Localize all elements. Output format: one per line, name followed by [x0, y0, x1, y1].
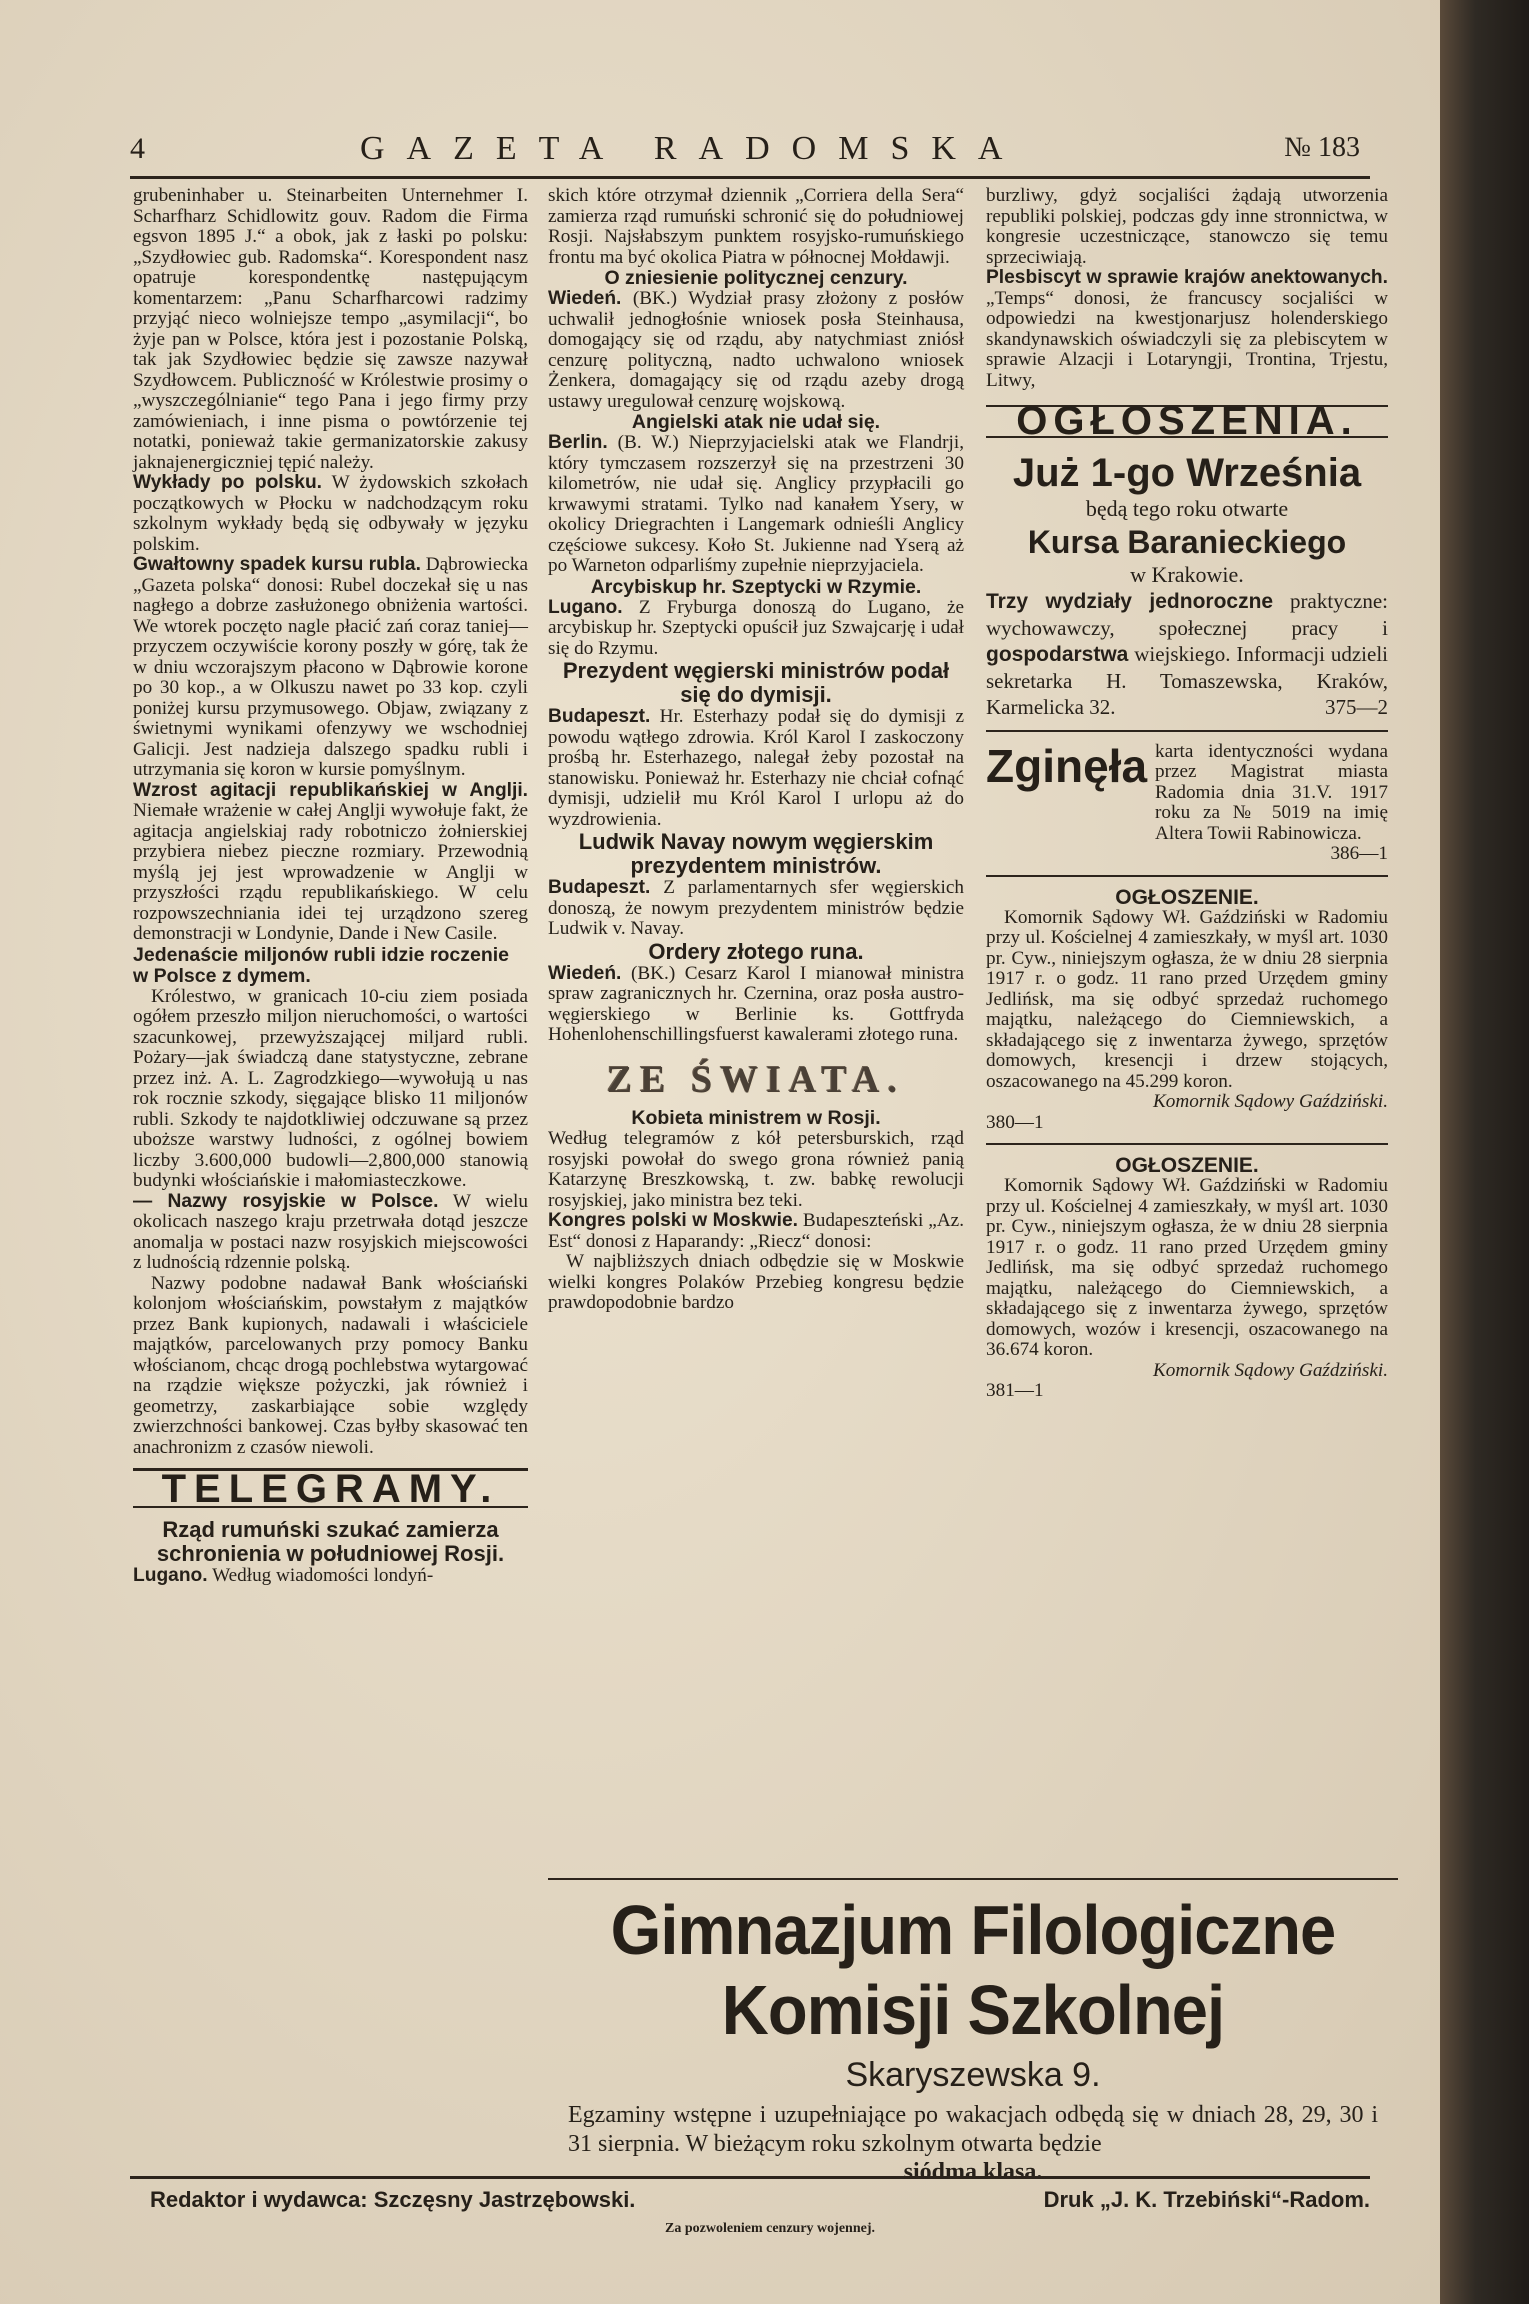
newspaper-title: GAZETA RADOMSKA	[360, 130, 1025, 167]
ad-address: Skaryszewska 9.	[845, 2056, 1101, 2094]
header-rule	[130, 176, 1370, 179]
article-text: Według wiadomości londyń-	[212, 1564, 434, 1586]
article-dateline: Lugano.	[548, 596, 623, 618]
article-dateline: Lugano.	[133, 1564, 208, 1586]
article-dateline: Wiedeń.	[548, 288, 622, 309]
ad-subheadline: Kursa Baranieckiego	[1027, 523, 1347, 560]
ad-headline: Już 1-go Września	[1012, 450, 1362, 495]
article-heading: O zniesienie politycznej cenzury.	[604, 267, 908, 289]
article-heading: Kobieta ministrem w Rosji.	[631, 1107, 881, 1129]
article-text: Królestwo, w granicach 10-ciu ziem posiada ogółem przeszło miljon nieruchomości, o wartości szacunkowej, przewyższającej miljard rubli. Pożary—jak świadczą dane statystyczne, zebrane przez inż. A. L. Zagrodzkiego—wywołują u nas rok rocznie szkody, sięgające blisko 11 miljonów rubli. Szkody te najdotkliwiej odczuwane są przez uboższe warstwy ludności, z ogólnej bowiem liczby 3.600,000 budowli—2,800,000 stanowią budynki włościańskie i małomiasteczkowe.	[133, 985, 528, 1191]
article-heading: Wzrost agitacji republikańskiej w Anglji.	[133, 779, 528, 801]
issue-number: № 183	[1284, 132, 1360, 163]
article-heading: Rząd rumuński szukać zamierza schronienia w południowej Rosji.	[156, 1516, 505, 1566]
ad-signature: Komornik Sądowy Gaździński.	[1152, 1091, 1388, 1112]
ad-code: 380—1	[986, 1111, 1044, 1133]
ad-text: Komornik Sądowy Wł. Gaździński w Radomiu przy ul. Kościelnej 4 zamieszkały, w myśl art. 1030 pr. Cyw., niniejszym ogłasza, że w dniu 28 sierpnia 1917 r. o godz. 11 rano przed Urzędem gminy Jedlińsk, ma się odbyć sprzedaż ruchomego majątku, należącego do Ciemniewskich, a składającego się z inwentarza żywego, sprzętów domowych, kresencji i drzew stojących, oszacowanego na 45.299 koron.	[986, 906, 1388, 1092]
article-heading: Wykłady po polsku.	[133, 472, 323, 493]
article-text: Z parlamentarnych sfer węgierskich donoszą, że nowym prezydentem ministrów będzie Ludwik v. Navay.	[548, 877, 965, 939]
editor-line: Redaktor i wydawca: Szczęsny Jastrzębowski.	[150, 2187, 636, 2212]
ad-text: w Krakowie.	[1130, 561, 1244, 587]
ad-text: Informacji udzieli sekretarka H. Tomaszewska, Kraków, Karmelicka 32.	[986, 641, 1388, 719]
column-1	[133, 186, 528, 1586]
ad-separator	[986, 1143, 1388, 1145]
article-heading: Jedenaście miljonów rubli idzie roczenie w Polsce z dymem.	[133, 943, 510, 987]
article-heading: Kongres polski w Moskwie.	[548, 1210, 798, 1231]
ad-code: 381—1	[986, 1380, 1044, 1401]
article-text: W wielu okolicach naszego kraju przetrwała dotąd jeszcze anomalja w postaci nazw rosyjskich miejscowości z ludnością rdzennie polską.	[133, 1190, 528, 1273]
article-heading: Prezydent węgierski ministrów podał się do dymisji.	[562, 658, 950, 707]
section-ze-swiata: ZE ŚWIATA.	[606, 1058, 906, 1101]
article-dateline: Berlin.	[548, 432, 608, 453]
page-header	[130, 128, 1360, 172]
ad-headline: Zginęła	[986, 739, 1148, 792]
ad-headline: Gimnazjum Filologiczne Komisji Szkolnej	[610, 1891, 1336, 2049]
censor-note: Za pozwoleniem cenzury wojennej.	[665, 2221, 875, 2236]
ad-separator	[548, 1878, 1398, 1880]
ad-kursa-baranieckiego	[986, 450, 1388, 720]
column-3	[986, 186, 1388, 1402]
ad-bold-text: gospodarstwa	[986, 642, 1129, 666]
ad-text: siódma klasa.	[903, 2159, 1043, 2185]
article-text: (BK.) Cesarz Karol I mianował ministra spraw zagranicznych hr. Czernina, oraz posła austro-węgierskiego w Berlinie ks. Gottfryda Hohenlohenschillingsfuerst kawalerami złotego runa.	[548, 962, 964, 1045]
article-text: Nazwy podobne nadawał Bank włościański kolonjom włościańskim, powstałym z majątków przez Bank kupionych, nadawali i właściciele majątków, parcelowanych przy pomocy Banku włościanom, chcąc drogą pochlebstwa wytargować na rządzie większe pożyczki, jak również i geometrzy, zaskarbiające sobie względy zwierzchności bankowej. Czas byłby skasować ten anachronizm z czasów niewoli.	[133, 1272, 528, 1458]
ad-text: Egzaminy wstępne i uzupełniające po wakacjach odbędą się w dniach 28, 29, 30 i 31 sierpnia. W bieżącym roku szkolnym otwarta będzie	[568, 2102, 1378, 2157]
article-text: Według telegramów z kół petersburskich, rząd rosyjski powołał do swego grona również panią Katarzynę Breszkowską, t. zw. babkę rewolucji rosyjskiej, jako ministra bez teki.	[548, 1128, 964, 1211]
column-2	[548, 186, 964, 1314]
article-text: burzliwy, gdyż socjaliści żądają utworzenia republiki polskiej, podczas gdy inne stronnictwa, w kongresie uczestniczące, stanowczo się temu sprzeciwiają.	[986, 185, 1388, 268]
ad-separator	[986, 730, 1388, 732]
ad-gimnazjum	[548, 1868, 1398, 2186]
book-spine	[1440, 0, 1529, 2304]
ad-bold-text: Trzy wydziały jednoroczne	[986, 589, 1274, 613]
article-heading: Plesbiscyt w sprawie krajów anektowanych.	[986, 267, 1388, 288]
ad-zginela	[986, 739, 1388, 845]
ad-text: Komornik Sądowy Wł. Gaździński w Radomiu przy ul. Kościelnej 4 zamieszkały, w myśl art. 1030 pr. Cyw., niniejszym ogłasza, że w dniu 28 sierpnia 1917 r. o godz. 11 rano przed Urzędem gminy Jedlińsk, ma się odbyć sprzedaż ruchomego majątku, należącego do Ciemniewskich, a składającego się z inwentarza żywego, sprzętów domowych, wozów i kresencji, oszacowanego na 36.674 koron.	[986, 1175, 1388, 1360]
article-text: W najbliższych dniach odbędzie się w Moskwie wielki kongres Polaków Przebieg kongresu będzie prawdopodobnie bardzo	[548, 1251, 964, 1313]
ad-signature: Komornik Sądowy Gaździński.	[1152, 1359, 1388, 1381]
ad-text: karta identyczności wydana przez Magistrat miasta Radomia dnia 31.V. 1917 roku za № 5019 na imię Altera Towii Rabinowicza.	[1155, 740, 1388, 844]
article-text: Z Fryburga donoszą do Lugano, że arcybiskup hr. Szeptycki opuścił juz Szwajcarję i udał się do Rzymu.	[548, 596, 964, 659]
article-text: Hr. Esterhazy podał się do dymisji z powodu wątłego zdrowia. Król Karol I zaskoczony prośbą hr. Esterhazego, nalegał żeby pozostał na stanowisku. Ponieważ hr. Esterhazy nie chciał cofnąć dymisji, udzielił mu Król Karol I urlopu aż do wyzdrowienia.	[548, 706, 964, 830]
ad-komornik-1	[986, 887, 1388, 1134]
article-heading: — Nazwy rosyjskie w Polsce.	[133, 1190, 439, 1212]
ad-code: 386—1	[1330, 843, 1388, 864]
printer-line: Druk „J. K. Trzebiński“-Radom.	[1043, 2187, 1370, 2212]
ad-headline: OGŁOSZENIE.	[1115, 885, 1259, 909]
ad-code: 375—2	[1325, 694, 1388, 719]
article-text: W żydowskich szkołach początkowych w Płocku w nadchodzącym roku szkolnym wykłady będą się odbywały w języku polskim.	[133, 472, 528, 555]
ad-text: będą tego roku otwarte	[1085, 495, 1289, 521]
article-heading: Angielski atak nie udał się.	[631, 411, 881, 433]
article-text: „Temps“ donosi, że francuscy socjaliści w odpowiedzi na kwestjonarjusz holenderskiego skandynawskich oświadczyli się za plebiscytem w sprawie Alzacji i Lotaryngji, Trontina, Trjestu, Litwy,	[986, 287, 1388, 391]
article-text: Niemałe wrażenie w całej Anglji wywołuje fakt, że agitacja angielskiaj rady robotniczo żołnierskiej przybiera niebez pieczne rozmiary. Przewodnią myślą jej jest wprowadzenie w Anglji w przyszłości rządu republikańskiego. W celu rozpowszechniania idei tej urządzono szereg demonstracji w Londynie, Dande i New Casile.	[133, 800, 528, 944]
section-telegramy: TELEGRAMY.	[133, 1468, 528, 1508]
ad-text: praktyczne: wychowawczy, społecznej pracy i	[986, 588, 1388, 640]
section-ogloszenia: OGŁOSZENIA.	[986, 405, 1388, 438]
article-text: Dąbrowiecka „Gazeta polska“ donosi: Rubel doczekał się u nas nagłego a dobrze zasłużonego obniżenia wartości. We wtorek poczęto nagle płacić zań coraz taniej—przyczem oczywiście korony poszły w górę, tak że w dniu wczorajszym płacono w Dąbrowie korone po 30 kop., a w Olkuszu nawet po 33 kop. czyli poniżej kursu przymusowego. Objaw, związany z świetnymi wynikami ofenzywy we wschodniej Galicji. Jest nadzieja dalszego spadku rubli i utrzymania się koron w kursie pomyślnym.	[133, 554, 529, 780]
article-dateline: Budapeszt.	[548, 706, 651, 727]
article-text: grubeninhaber u. Steinarbeiten Unternehmer I. Scharfharz Schidlowitz gouv. Radom die Firma egsvon 1895 J.“ a obok, jak z łaski po polsku: „Szydłowiec gub. Radomska“. Korespondent nasz opatruje korespondentkę następującym komentarzem: „Panu Scharfharcowi radzimy przyjąć nieco wolniejsze tempo „asymilacji“, bo żyje pan w Polsce, która jest i pozostanie Polską, tak jak Szydłowiec będzie się zawsze nazywał Szydłowcem. Publiczność w Królestwie prosimy o „wyszczególnianie“ tego Pana i jego firmy przy zamówieniach, i inne pisma o powtórzenie tej notatki, ponieważ takie germanizatorskie zakusy jaknajenergiczniej tępić należy.	[133, 185, 528, 473]
ad-komornik-2	[986, 1155, 1388, 1402]
ad-separator	[986, 875, 1388, 877]
article-text: Budapeszteński „Az. Est“ donosi z Haparandy: „Riecz“ donosi:	[548, 1210, 964, 1252]
article-heading: Ludwik Navay nowym węgierskim prezydentem ministrów.	[578, 829, 934, 878]
article-text: skich które otrzymał dziennik „Corriera della Sera“ zamierza rząd rumuński schronić się do południowej Rosji. Najsłabszym punktem rosyjsko-rumuńskiego frontu ma być okolica Piatra w północnej Mołdawji.	[548, 185, 964, 268]
article-dateline: Budapeszt.	[548, 877, 651, 898]
article-heading: Arcybiskup hr. Szeptycki w Rzymie.	[590, 575, 922, 598]
article-heading: Ordery złotego runa.	[648, 938, 864, 964]
page-number: 4	[130, 132, 145, 165]
ad-text: wiejskiego.	[1134, 641, 1231, 666]
article-text: (B. W.) Nieprzyjacielski atak we Flandrji, który tymczasem rozszerzył się na przestrzeni 30 kilometrów, nie udał się. Anglicy przypłacili go krwawymi stratami. Tylko nad kanałem Ysery, w okolicy Driegrachten i Langemark odnieśli Anglicy częściowe sukcesy. Koło St. Jukienne nad Yserą aż po Warneton odparliśmy zupełnie nieprzyjaciela.	[548, 432, 964, 576]
article-dateline: Wiedeń.	[548, 962, 622, 984]
ad-headline: OGŁOSZENIE.	[1115, 1154, 1259, 1177]
article-text: (BK.) Wydział prasy złożony z posłów uchwalił jednogłośnie wniosek posła Steinhausa, domogający się od rządu, aby natychmiast zniósł cenzurę polityczną, nadto uchwalono wniosek Żenkera, domagający się od rządu azeby drogą ustawy uregulował cenzurę wojskową.	[548, 288, 964, 412]
article-heading: Gwałtowny spadek kursu rubla.	[133, 554, 421, 575]
page-footer	[130, 2176, 1370, 2236]
